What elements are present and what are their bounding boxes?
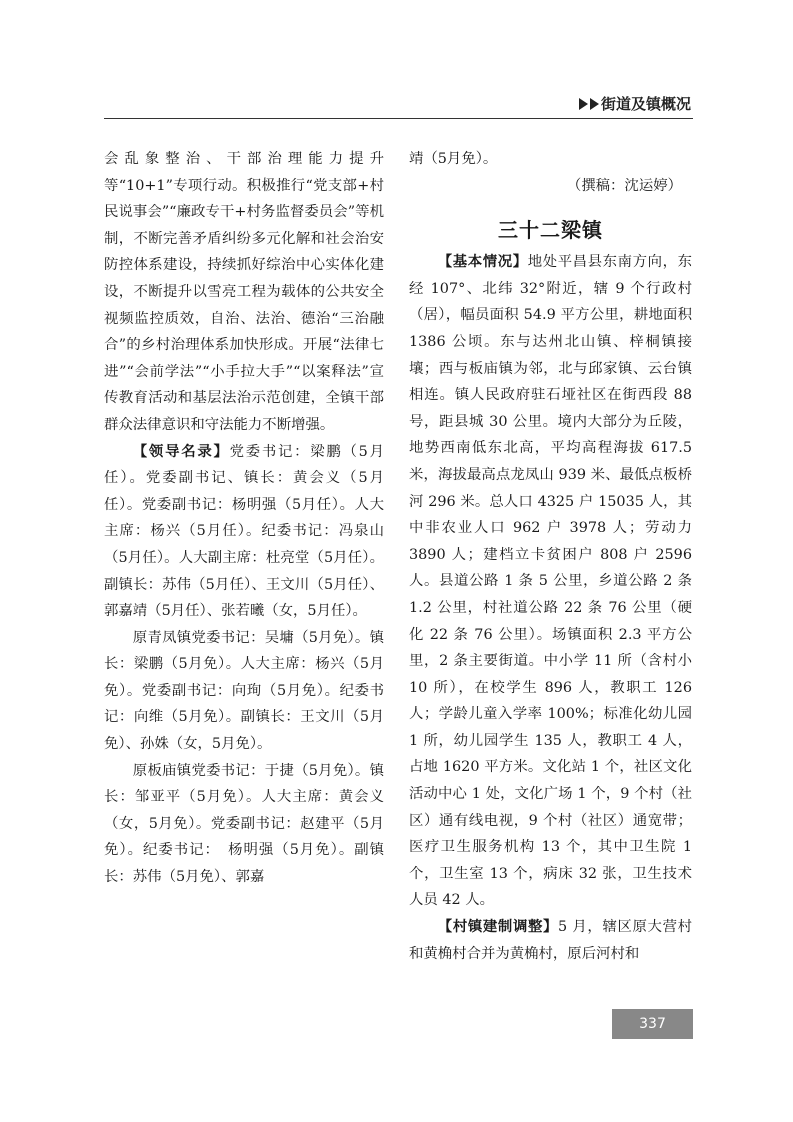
paragraph-text: 党委书记：梁鹏（5月任）。党委副书记、镇长：黄会义（5月任）。党委副书记：杨明强（5月任）。人大主席：杨兴（5月任）。纪委书记：冯泉山（5月任）。人大副主席：杜亮堂（5月任）。副镇长：苏伟（5月任）、王文川（5月任）、郭嘉靖（5月任）、张若曦（女，5月任）。 [104,443,384,620]
section-label: 【领导名录】 [132,442,230,460]
section-title: 三十二梁镇 [498,218,603,243]
village-adjustment-paragraph [409,914,692,967]
header-title [579,93,691,114]
right-column [409,146,692,967]
section-label: 【村镇建制调整】 [437,918,559,936]
author-byline: （撰稿：沈运婷） [566,177,682,194]
paragraph: 原板庙镇党委书记：于捷（5月免）。镇长：邹亚平（5月免）。人大主席：黄会义（女，5月免）。党委副书记：赵建平（5月免）。纪委书记： 杨明强（5月免）。副镇长：苏伟（5月免）、郭嘉 [104,762,384,886]
left-column [104,146,384,891]
paragraph: 原青凤镇党委书记：吴墉（5月免）。镇长：梁鹏（5月免）。人大主席：杨兴（5月免）。党委副书记：向珣（5月免）。纪委书记：向维（5月免）。副镇长：王文川（5月免）、孙姝（女，5月免）。 [104,629,384,753]
header-title-text: 街道及镇概况 [600,95,691,113]
paragraph: 会乱象整治、干部治理能力提升等“10+1”专项行动。积极推行“党支部+村民说事会”“廉政专干+村务监督委员会”等机制，不断完善矛盾纠纷多元化解和社会治安防控体系建设，持续抓好综治中心实体化建设，不断提升以雪亮工程为载体的公共安全视频监控质效，自治、法治、德治“三治融合”的乡村治理体系加快形成。开展“法律七进”“会前学法”“小手拉大手”“以案释法”宣传教育活动和基层法治示范创建，全镇干部群众法律意识和守法能力不断增强。 [104,151,384,433]
running-header [104,93,693,117]
leaders-paragraph [104,439,384,625]
double-triangle-icon [579,95,601,113]
paragraph: 靖（5月免）。 [409,151,498,167]
basic-info-paragraph [409,249,692,914]
paragraph-text: 地处平昌县东南方向，东经 107°、北纬 32°附近，辖 9 个行政村（居），幅员面积 54.9 平方公里，耕地面积 1386 公顷。东与达州北山镇、梓桐镇接壤；西与板庙镇为邻，北与邱家镇、云台镇相连。镇人民政府驻石垭社区在街西段 88 号，距县城 30 公里。境内大部分为丘陵，地势西南低东北高，平均高程海拔 617.5 米，海拔最高点龙凤山 939 米、最低点板桥河 296 米。总人口 4325 户 15035 人，其中非农业人口 962 户 3978 人；劳动力 3890 人；建档立卡贫困户 808 户 2596 人。县道公路 1 条 5 公里，乡道公路 2 条 1.2 公里，村社道公路 22 条 76 公里（硬化 22 条 76 公里）。场镇面积 2.3 平方公里，2 条主要街道。中小学 11 所（含村小 10 所），在校学生 896 人，教职工 126 人；学龄儿童入学率 100%；标准化幼儿园 1 所，幼儿园学生 135 人，教职工 4 人，占地 1620 平方米。文化站 1 个，社区文化活动中心 1 处，文化广场 1 个，9 个村（社区）通有线电视，9 个村（社区）通宽带；医疗卫生服务机构 13 个，其中卫生院 1 个，卫生室 13 个，病床 32 张，卫生技术人员 42 人。 [409,254,692,909]
header-rule [104,118,693,119]
section-label: 【基本情况】 [437,253,528,271]
page-number: 337 [612,1009,693,1039]
paragraph-text: 5 月，辖区原大营村和黄桷村合并为黄桷村，原后河村和 [409,919,692,962]
